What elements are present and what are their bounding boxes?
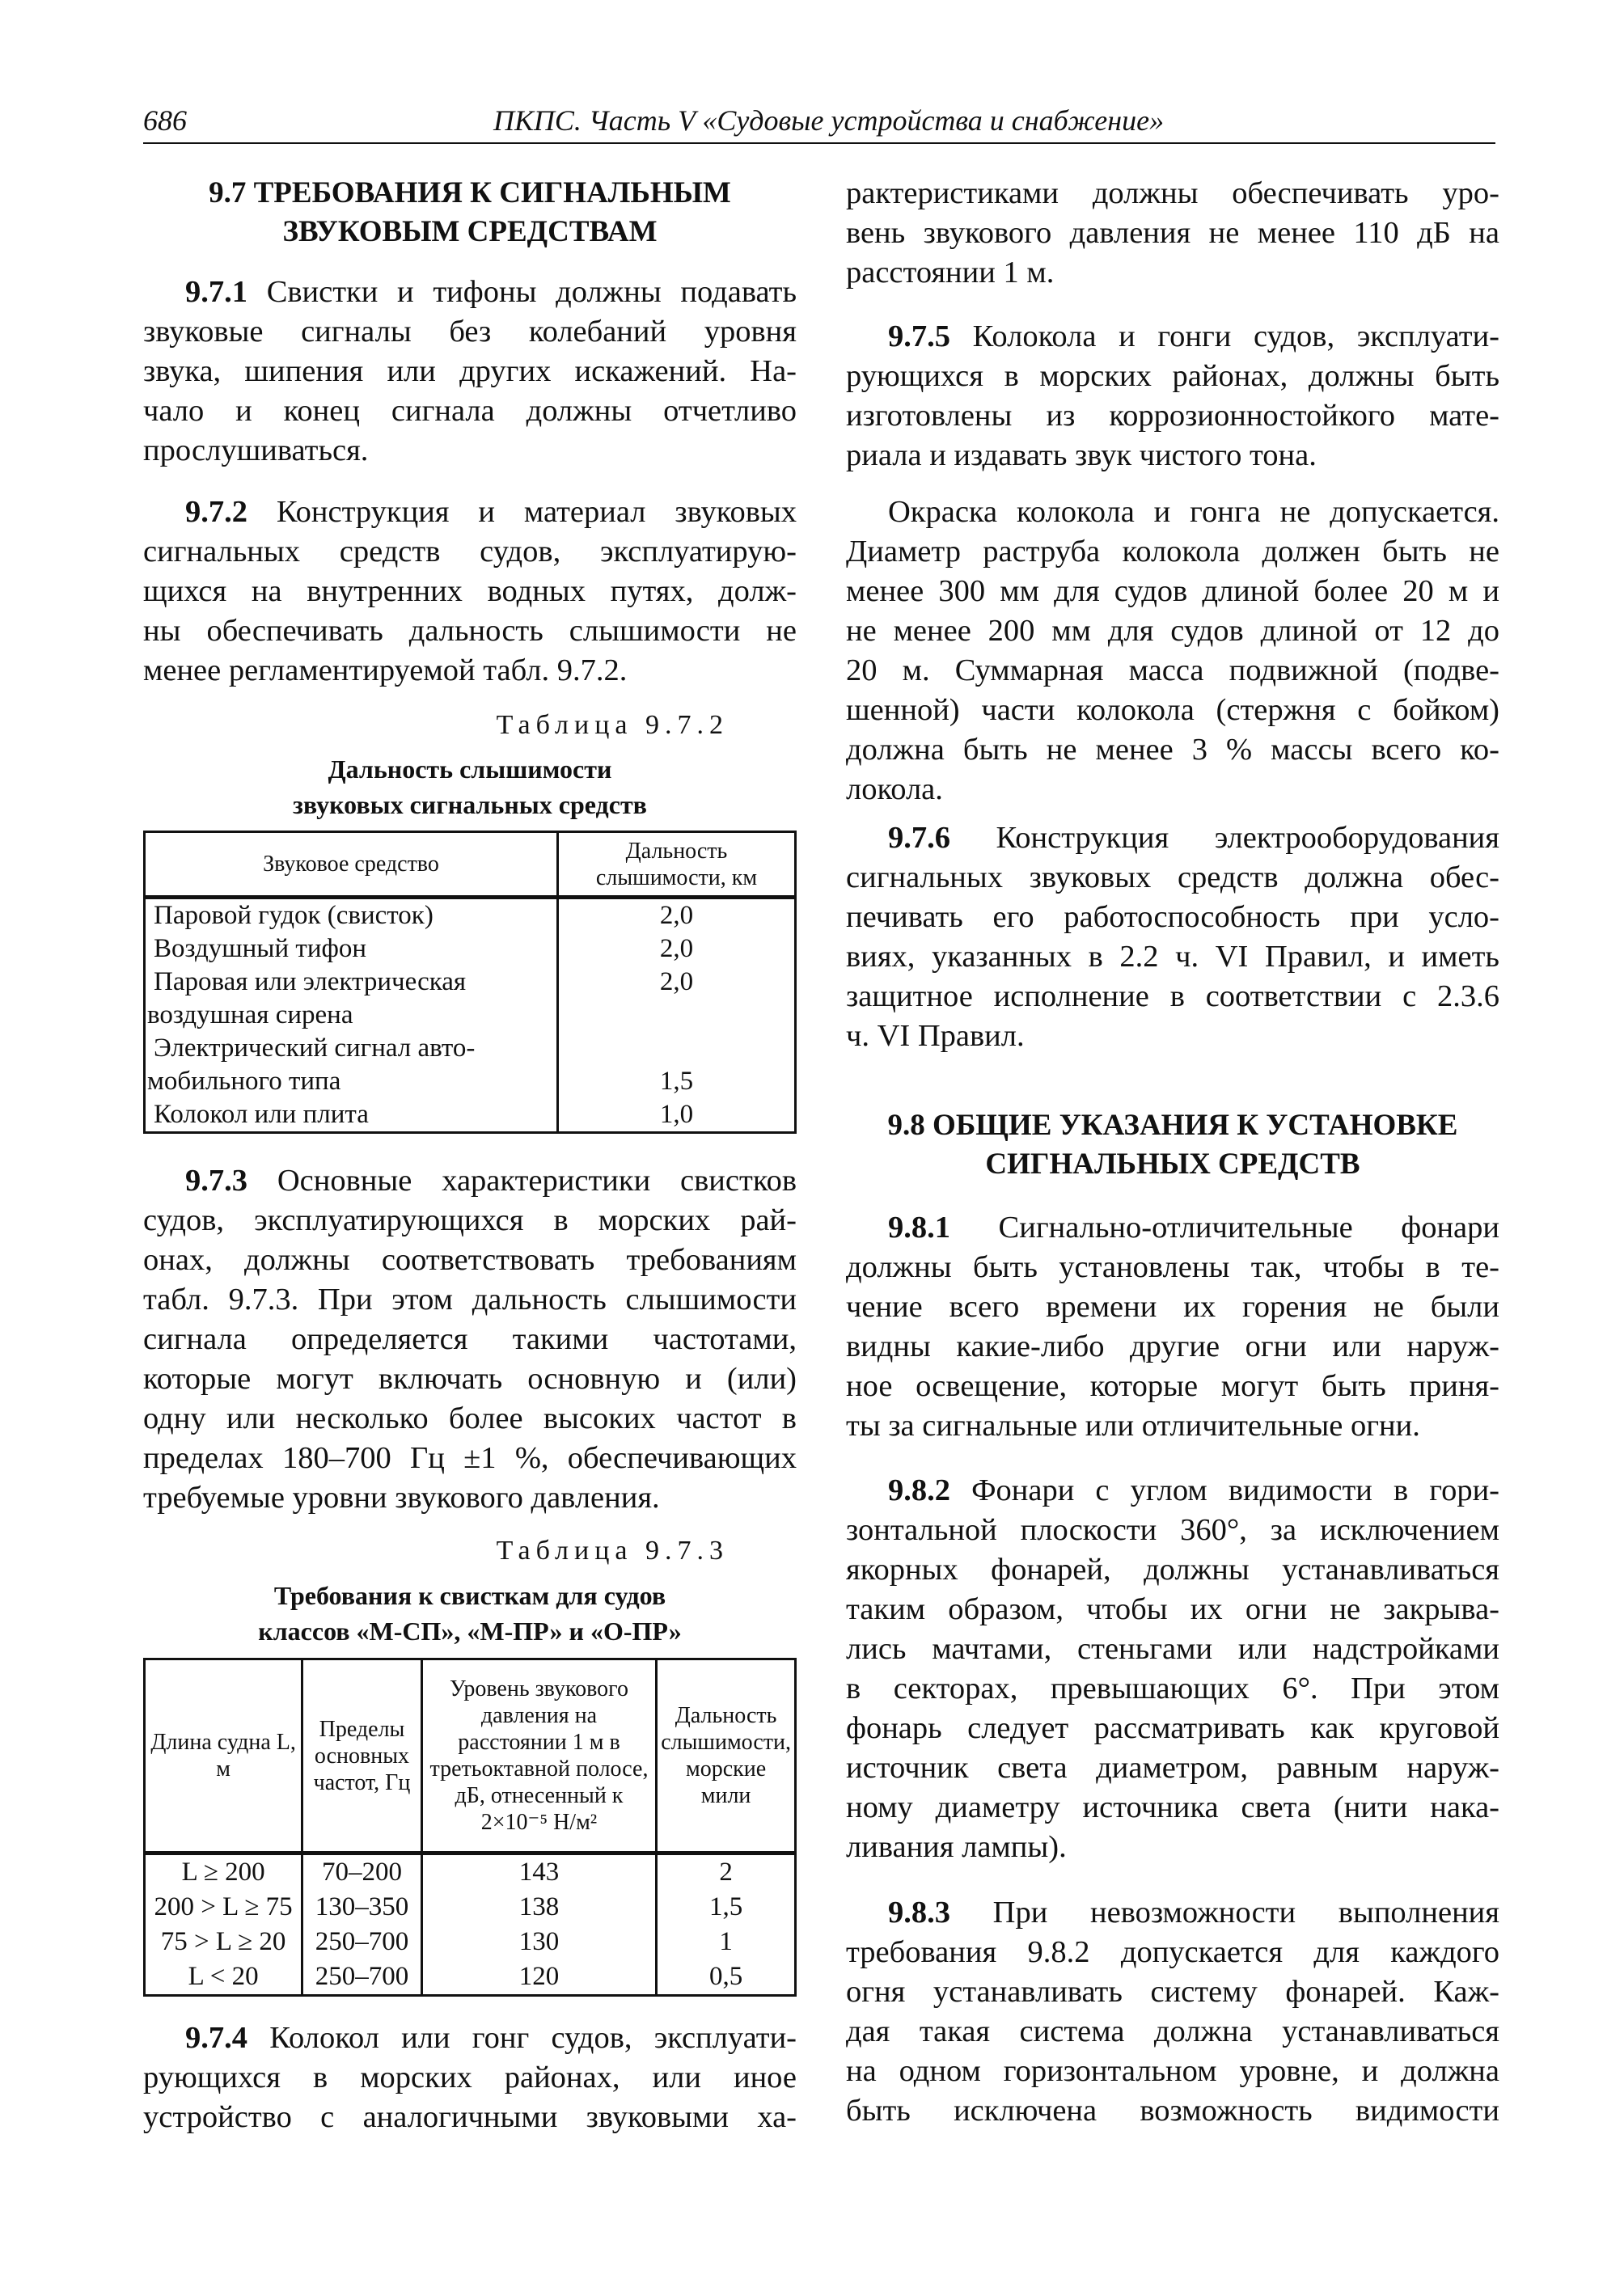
- text-line: [846, 1748, 1499, 1788]
- table-row: [145, 1098, 796, 1133]
- paragraph-9-7-4: [143, 2018, 797, 2137]
- text-line: [143, 492, 797, 532]
- table-row: [145, 1925, 796, 1959]
- line-text: таким образом, чтобы их огни не закрыва-: [846, 1592, 1499, 1626]
- line-text: ны обеспечивать дальность слышимости не: [143, 614, 797, 648]
- section-heading-9-7: [143, 174, 797, 252]
- text-line: [846, 858, 1499, 898]
- line-text: Диаметр раструба колокола должен быть не: [846, 535, 1499, 569]
- clause-number: 9.7.4: [185, 2021, 247, 2055]
- table-title: [143, 1578, 797, 1649]
- line-text: щихся на внутренних водных путях, долж-: [143, 574, 797, 608]
- text-line: [846, 492, 1499, 532]
- line-text: чение всего времени их горения не были: [846, 1290, 1499, 1324]
- text-line: [143, 312, 797, 352]
- table-row: [145, 898, 796, 933]
- text-line: [846, 1828, 1499, 1867]
- page-number: 686: [143, 104, 187, 137]
- table-row: [145, 1890, 796, 1925]
- line-text: табл. 9.7.3. При этом дальность слышимости: [143, 1283, 797, 1317]
- clause-number: 9.7.6: [888, 821, 950, 855]
- text-line: [143, 2018, 797, 2058]
- text-line: [846, 1511, 1499, 1550]
- table-cell: 130: [421, 1925, 656, 1959]
- table-cell: воздушная сирена: [145, 999, 558, 1032]
- table-caption: Таблица 9.7.3: [496, 1536, 729, 1566]
- paragraph: [846, 174, 1499, 293]
- table-cell: 2,0: [558, 932, 796, 966]
- table-cell: 138: [421, 1890, 656, 1925]
- text-line: [846, 317, 1499, 357]
- line-text: ты за сигнальные или отличительные огни.: [846, 1409, 1420, 1443]
- table-caption: Таблица 9.7.2: [496, 710, 729, 740]
- text-line: [846, 977, 1499, 1017]
- table-cell: 250–700: [302, 1959, 422, 1996]
- text-line: [846, 1893, 1499, 1933]
- line-text: которые могут включать основную и (или): [143, 1362, 797, 1396]
- text-line: [846, 1709, 1499, 1748]
- text-line: [846, 253, 1499, 293]
- line-text: защитное исполнение в соответствии с 2.3.6: [846, 979, 1499, 1013]
- col-header: Дальность слышимости, морские мили: [657, 1659, 796, 1854]
- paragraph-9-8-2: [846, 1471, 1499, 1867]
- text-line: [846, 1287, 1499, 1327]
- text-line: [846, 730, 1499, 770]
- table-cell: 2: [657, 1854, 796, 1891]
- col-header: Длина судна L, м: [145, 1659, 302, 1854]
- text-line: [846, 937, 1499, 977]
- line-text: не менее 200 мм для судов длиной от 12 до: [846, 614, 1499, 648]
- line-text: печивать его работоспособность при усло-: [846, 900, 1499, 934]
- table-row: [145, 1032, 796, 1065]
- line-text: сигнальных звуковых средств должна обес-: [846, 860, 1499, 894]
- line-text: дая такая система должна устанавливаться: [846, 2014, 1499, 2048]
- clause-number: 9.8.1: [888, 1211, 950, 1245]
- clause-number: 9.7.3: [185, 1164, 247, 1198]
- text-line: [143, 431, 797, 471]
- line-text: судов, эксплуатирующихся в морских рай-: [143, 1203, 797, 1237]
- text-line: [143, 2058, 797, 2098]
- table-cell: Колокол или плита: [145, 1098, 558, 1133]
- text-line: [143, 1280, 797, 1320]
- table-row: [145, 1854, 796, 1891]
- table-row: [145, 966, 796, 999]
- text-line: [143, 1478, 797, 1518]
- text-line: [143, 1359, 797, 1399]
- table-cell: 120: [421, 1959, 656, 1996]
- col-header: Пределы основных частот, Гц: [302, 1659, 422, 1854]
- table-cell: 2,0: [558, 966, 796, 999]
- table-row: [145, 1065, 796, 1098]
- text-line: [846, 1933, 1499, 1972]
- text-line: [846, 818, 1499, 858]
- line-text: на одном горизонтальном уровне, и должна: [846, 2054, 1499, 2088]
- clause-number: 9.7.1: [185, 275, 247, 309]
- table-row: [145, 932, 796, 966]
- text-line: [846, 396, 1499, 436]
- header-rule: [143, 142, 1495, 144]
- text-line: [846, 1471, 1499, 1511]
- col-header: Дальность слышимости, км: [558, 832, 796, 898]
- line-text: При невозможности выполнения: [992, 1896, 1499, 1930]
- table-cell: 130–350: [302, 1890, 422, 1925]
- line-text: пределах 180–700 Гц ±1 %, обеспечивающих: [143, 1441, 797, 1475]
- table-cell: 1: [657, 1925, 796, 1959]
- line-text: изготовлены из коррозионностойкого мате-: [846, 399, 1499, 433]
- table-cell: 200 > L ≥ 75: [145, 1890, 302, 1925]
- table-title: [143, 751, 797, 822]
- running-title: ПКПС. Часть V «Судовые устройства и снабжение»: [493, 104, 1165, 137]
- heading-line: 9.8 ОБЩИЕ УКАЗАНИЯ К УСТАНОВКЕ: [887, 1109, 1458, 1142]
- line-text: фонарь следует рассматривать как круговой: [846, 1711, 1499, 1745]
- line-text: зонтальной плоскости 360°, за исключением: [846, 1513, 1499, 1547]
- table-cell: [558, 1032, 796, 1065]
- line-text: сигнала определяется такими частотами,: [143, 1322, 797, 1356]
- text-line: [143, 532, 797, 572]
- text-line: [846, 691, 1499, 730]
- table-cell: Электрический сигнал авто-: [145, 1032, 558, 1065]
- line-text: менее регламентируемой табл. 9.7.2.: [143, 653, 628, 687]
- table-cell: 1,0: [558, 1098, 796, 1133]
- audibility-table: [143, 831, 797, 1134]
- text-line: [143, 572, 797, 611]
- table-cell: L < 20: [145, 1959, 302, 1996]
- paragraph-9-8-3: [846, 1893, 1499, 2131]
- line-text: риала и издавать звук чистого тона.: [846, 438, 1317, 472]
- line-text: должны быть установлены так, чтобы в те-: [846, 1250, 1499, 1284]
- text-line: [846, 1629, 1499, 1669]
- line-text: видны какие-либо другие огни или наруж-: [846, 1329, 1499, 1363]
- text-line: [846, 1248, 1499, 1287]
- col-header: Уровень звукового давления на расстоянии 1 м в третьоктавной полосе, дБ, отнесенный к 2×10⁻⁵ Н/м²: [421, 1659, 656, 1854]
- heading-line: СИГНАЛЬНЫХ СРЕДСТВ: [985, 1148, 1360, 1181]
- table-cell: Паровая или электрическая: [145, 966, 558, 999]
- line-text: Окраска колокола и гонга не допускается.: [888, 495, 1499, 529]
- table-cell: L ≥ 200: [145, 1854, 302, 1891]
- text-line: [846, 1367, 1499, 1406]
- line-text: источник света диаметром, равным наруж-: [846, 1751, 1499, 1785]
- line-text: устройство с аналогичными звуковыми ха-: [143, 2100, 797, 2134]
- line-text: рактеристиками должны обеспечивать уро-: [846, 176, 1499, 210]
- text-line: [846, 174, 1499, 213]
- text-line: [143, 2098, 797, 2137]
- text-line: [846, 357, 1499, 396]
- table-title-line: Дальность слышимости: [328, 755, 612, 784]
- line-text: сигнальных средств судов, эксплуатирую-: [143, 535, 797, 569]
- paragraph-9-7-1: [143, 273, 797, 471]
- text-line: [846, 532, 1499, 572]
- text-line: [846, 1550, 1499, 1590]
- line-text: Основные характеристики свистков: [277, 1164, 797, 1198]
- table-cell: 143: [421, 1854, 656, 1891]
- line-text: ное освещение, которые могут быть приня-: [846, 1369, 1499, 1403]
- line-text: одну или несколько более высоких частот в: [143, 1401, 797, 1435]
- paragraph-9-7-2: [143, 492, 797, 691]
- text-line: [846, 1208, 1499, 1248]
- col-header: Звуковое средство: [145, 832, 558, 898]
- table-title-line: звуковых сигнальных средств: [293, 790, 647, 819]
- line-text: Конструкция электрооборудования: [996, 821, 1499, 855]
- text-line: [143, 1241, 797, 1280]
- line-text: 20 м. Суммарная масса подвижной (подве-: [846, 653, 1499, 687]
- text-line: [143, 391, 797, 431]
- paragraph-9-8-1: [846, 1208, 1499, 1446]
- text-line: [143, 273, 797, 312]
- heading-line: 9.7 ТРЕБОВАНИЯ К СИГНАЛЬНЫМ: [209, 176, 731, 209]
- line-text: требуемые уровни звукового давления.: [143, 1481, 660, 1515]
- paragraph-9-7-6: [846, 818, 1499, 1056]
- table-cell: 2,0: [558, 898, 796, 933]
- text-line: [143, 1399, 797, 1439]
- line-text: в секторах, превышающих 6°. При этом: [846, 1672, 1499, 1706]
- line-text: рующихся в морских районах, или иное: [143, 2061, 797, 2094]
- line-text: Свистки и тифоны должны подавать: [266, 275, 797, 309]
- table-cell: 0,5: [657, 1959, 796, 1996]
- table-cell: 70–200: [302, 1854, 422, 1891]
- line-text: лись мачтами, стеньгами или надстройками: [846, 1632, 1499, 1666]
- text-line: [846, 898, 1499, 937]
- text-line: [846, 1327, 1499, 1367]
- line-text: прослушиваться.: [143, 433, 369, 467]
- text-line: [846, 1788, 1499, 1828]
- clause-number: 9.8.2: [888, 1473, 950, 1507]
- clause-number: 9.8.3: [888, 1896, 950, 1930]
- table-title-line: классов «М-СП», «М-ПР» и «О-ПР»: [258, 1617, 682, 1646]
- line-text: локола.: [846, 772, 943, 806]
- text-line: [846, 2052, 1499, 2091]
- text-line: [846, 436, 1499, 476]
- text-line: [846, 1406, 1499, 1446]
- table-cell: 1,5: [657, 1890, 796, 1925]
- table-row: [145, 999, 796, 1032]
- table-cell: Воздушный тифон: [145, 932, 558, 966]
- text-line: [846, 2091, 1499, 2131]
- line-text: должна быть не менее 3 % массы всего ко-: [846, 733, 1499, 767]
- line-text: быть исключена возможность видимости: [846, 2094, 1499, 2128]
- line-text: Колокола и гонги судов, эксплуати-: [972, 319, 1500, 353]
- line-text: ному диаметру источника света (нити нака-: [846, 1790, 1499, 1824]
- line-text: звуковые сигналы без колебаний уровня: [143, 315, 797, 349]
- table-title-line: Требования к свисткам для судов: [273, 1581, 666, 1610]
- text-line: [846, 651, 1499, 691]
- text-line: [846, 213, 1499, 253]
- text-line: [846, 2012, 1499, 2052]
- table-cell: мобильного типа: [145, 1065, 558, 1098]
- text-line: [846, 1590, 1499, 1629]
- text-line: [846, 1669, 1499, 1709]
- line-text: Колокол или гонг судов, эксплуати-: [269, 2021, 797, 2055]
- line-text: Фонари с углом видимости в гори-: [971, 1473, 1499, 1507]
- text-line: [143, 651, 797, 691]
- clause-number: 9.7.2: [185, 495, 247, 529]
- line-text: чало и конец сигнала должны отчетливо: [143, 394, 797, 428]
- line-text: расстоянии 1 м.: [846, 256, 1055, 290]
- line-text: вень звукового давления не менее 110 дБ на: [846, 216, 1499, 250]
- table-cell: 250–700: [302, 1925, 422, 1959]
- table-cell: [558, 999, 796, 1032]
- text-line: [143, 352, 797, 391]
- paragraph: [846, 492, 1499, 809]
- line-text: онах, должны соответствовать требованиям: [143, 1243, 797, 1277]
- text-line: [143, 1161, 797, 1201]
- line-text: виях, указанных в 2.2 ч. VI Правил, и иметь: [846, 940, 1499, 974]
- line-text: требования 9.8.2 допускается для каждого: [846, 1935, 1499, 1969]
- line-text: ч. VI Правил.: [846, 1019, 1025, 1053]
- table-cell: 75 > L ≥ 20: [145, 1925, 302, 1959]
- clause-number: 9.7.5: [888, 319, 950, 353]
- table-row: [145, 1959, 796, 1996]
- line-text: ливания лампы).: [846, 1830, 1067, 1864]
- table-cell: 1,5: [558, 1065, 796, 1098]
- text-line: [846, 572, 1499, 611]
- line-text: Конструкция и материал звуковых: [276, 495, 797, 529]
- text-line: [143, 1201, 797, 1241]
- text-line: [143, 1320, 797, 1359]
- text-line: [846, 770, 1499, 809]
- section-heading-9-8: [846, 1106, 1499, 1184]
- text-line: [143, 1439, 797, 1478]
- line-text: Сигнально-отличительные фонари: [998, 1211, 1499, 1245]
- line-text: шенной) части колокола (стержня с бойком): [846, 693, 1499, 727]
- text-line: [143, 611, 797, 651]
- line-text: рующихся в морских районах, должны быть: [846, 359, 1499, 393]
- paragraph-9-7-5: [846, 317, 1499, 476]
- line-text: якорных фонарей, должны устанавливаться: [846, 1553, 1499, 1587]
- heading-line: ЗВУКОВЫМ СРЕДСТВАМ: [282, 215, 658, 248]
- paragraph-9-7-3: [143, 1161, 797, 1518]
- table-cell: Паровой гудок (свисток): [145, 898, 558, 933]
- text-line: [846, 1017, 1499, 1056]
- whistle-requirements-table: [143, 1658, 797, 1997]
- text-line: [846, 611, 1499, 651]
- line-text: огня устанавливать систему фонарей. Каж-: [846, 1975, 1499, 2009]
- line-text: звука, шипения или других искажений. На-: [143, 354, 797, 388]
- line-text: менее 300 мм для судов длиной более 20 м и: [846, 574, 1499, 608]
- text-line: [846, 1972, 1499, 2012]
